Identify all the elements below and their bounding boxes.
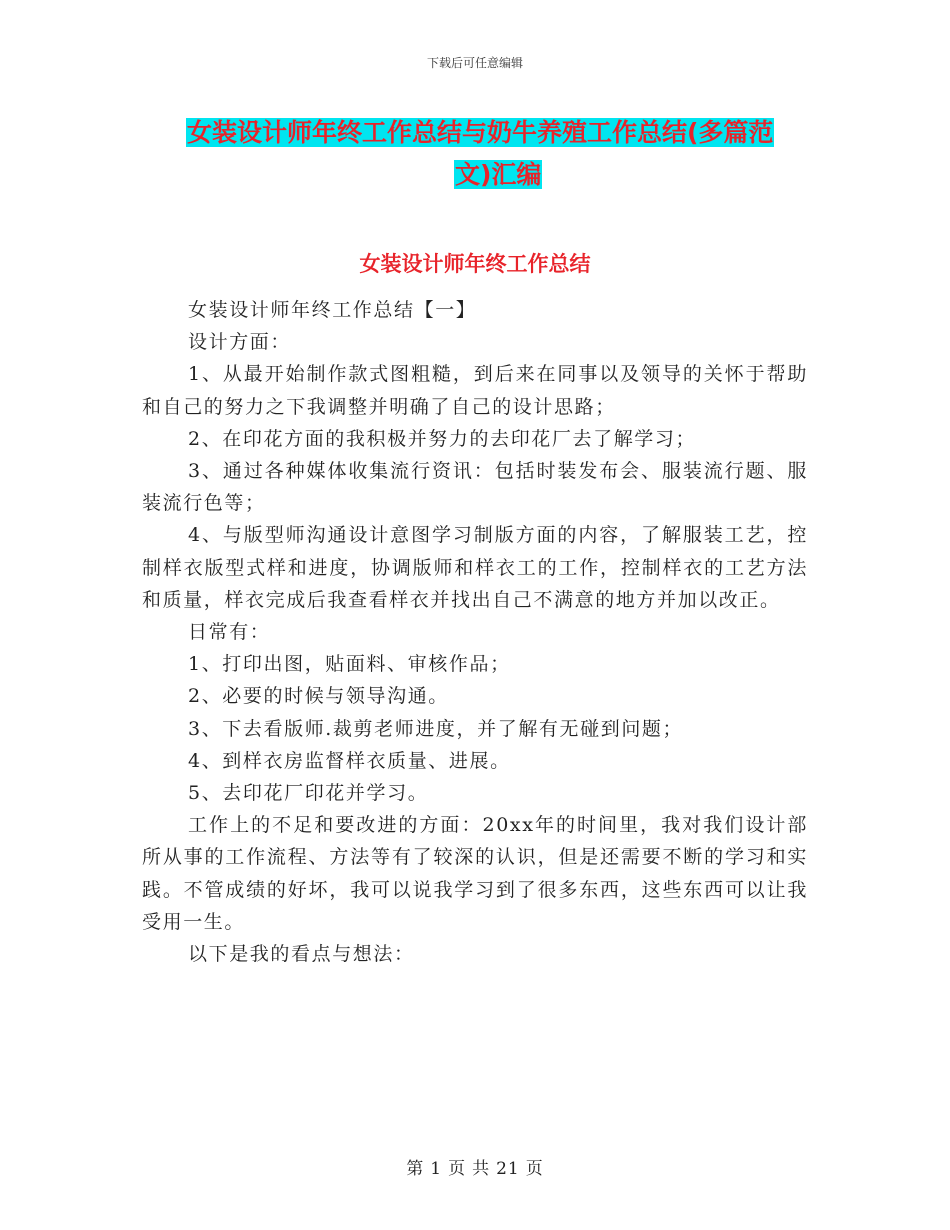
footer-conj: 共 — [472, 1159, 491, 1179]
footer-page-word: 页 — [448, 1159, 467, 1179]
paragraph-item: 4、与版型师沟通设计意图学习制版方面的内容，了解服装工艺，控制样衣版型式样和进度，协调版师和样衣工的工作，控制样衣的工艺方法和质量，样衣完成后我查看样衣并找出自己不满意的地方并加以改正。 — [142, 524, 808, 611]
paragraph-item: 2、在印花方面的我积极并努力的去印花厂去了解学习； — [188, 427, 697, 450]
document-title — [186, 112, 826, 196]
body-text — [142, 294, 808, 970]
paragraph-item: 4、到样衣房监督样衣质量、进展。 — [188, 749, 511, 772]
paragraph-item: 3、下去看版师.裁剪老师进度，并了解有无碰到问题； — [188, 717, 684, 740]
document-title-line-2 — [186, 154, 826, 196]
paragraph-item: 3、通过各种媒体收集流行资讯：包括时装发布会、服装流行题、服装流行色等； — [142, 460, 808, 515]
paragraph-item: 1、打印出图，贴面料、审核作品； — [188, 653, 511, 676]
header-note: 下载后可任意编辑 — [426, 56, 523, 70]
title-highlight-2: 文)汇编 — [455, 160, 542, 189]
paragraph-item: 1、从最开始制作款式图粗糙，到后来在同事以及领导的关怀于帮助和自己的努力之下我调整并明确了自己的设计思路； — [142, 363, 808, 418]
paragraph-heading: 女装设计师年终工作总结【一】 — [188, 299, 477, 321]
document-title-line-1 — [186, 112, 826, 154]
paragraph-daily: 日常有： — [188, 621, 271, 644]
footer-prefix: 第 — [406, 1159, 425, 1179]
paragraph-item: 2、必要的时候与领导沟通。 — [188, 685, 449, 708]
footer-page-number: 1 — [430, 1159, 443, 1179]
footer-suffix: 页 — [525, 1159, 544, 1179]
paragraph-views: 以下是我的看点与想法： — [188, 943, 415, 966]
footer-total-pages: 21 — [496, 1159, 520, 1179]
section-title: 女装设计师年终工作总结 — [359, 252, 591, 276]
paragraph-shortcomings: 工作上的不足和要改进的方面：20xx年的时间里，我对我们设计部所从事的工作流程、方法等有了较深的认识，但是还需要不断的学习和实践。不管成绩的好坏，我可以说我学习到了很多东西，这些东西可以让我受用一生。 — [142, 814, 808, 933]
page-footer — [0, 1154, 950, 1179]
paragraph-design-aspect: 设计方面： — [188, 331, 292, 354]
title-highlight-1: 女装设计师年终工作总结与奶牛养殖工作总结(多篇范 — [187, 118, 774, 147]
paragraph-item: 5、去印花厂印花并学习。 — [188, 782, 429, 805]
